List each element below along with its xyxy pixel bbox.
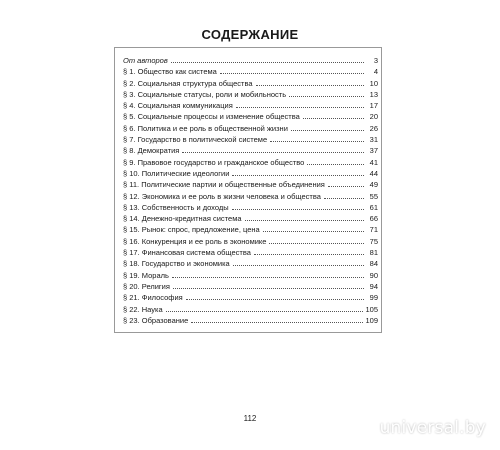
toc-entry [123,78,378,89]
toc-entry [123,281,378,292]
toc-entry-label: § 6. Политика и ее роль в общественной жизни [123,123,288,133]
toc-leader-dots [291,123,364,131]
toc-entry-label: § 8. Демократия [123,146,180,156]
toc-leader-dots [303,111,364,119]
toc-entry-label: § 7. Государство в политической системе [123,135,268,145]
toc-entry-page: 55 [369,191,378,201]
toc-entry-label: § 22. Наука [123,304,163,314]
toc-leader-dots [256,78,364,86]
toc-entry-label: § 20. Религия [123,281,170,291]
toc-entry-label: § 10. Политические идеологии [123,168,230,178]
toc-leader-dots [191,315,363,323]
toc-entry-page: 66 [369,214,378,224]
toc-entry-page: 10 [369,78,378,88]
toc-entry [123,315,378,326]
toc-entry-label: § 11. Политические партии и общественные объединения [123,180,325,190]
toc-entry-label: § 2. Социальная структура общества [123,78,253,88]
toc-leader-dots [171,55,364,63]
toc-leader-dots [328,179,364,187]
toc-entry-label: § 16. Конкуренция и ее роль в экономике [123,236,267,246]
toc-entry [123,191,378,202]
toc-entry-label: § 18. Государство и экономика [123,259,230,269]
toc-entry-page: 61 [369,202,378,212]
toc-leader-dots [307,157,364,165]
toc-entry-label: § 14. Денежно-кредитная система [123,214,242,224]
toc-entry-page: 17 [369,101,378,111]
toc-entry-page: 75 [369,236,378,246]
toc-entry [123,236,378,247]
toc-entry-label: § 9. Правовое государство и гражданское общество [123,157,305,167]
toc-entry-label: § 15. Рынок: спрос, предложение, цена [123,225,260,235]
table-of-contents [123,55,378,326]
toc-leader-dots [232,168,364,176]
toc-entry-page: 26 [369,123,378,133]
toc-entry [123,258,378,269]
toc-entry [123,145,378,156]
toc-entry-label: § 23. Образование [123,315,189,325]
toc-entry [123,55,378,66]
toc-entry-label: § 13. Собственность и доходы [123,202,229,212]
toc-leader-dots [269,236,364,244]
toc-entry-page: 71 [369,225,378,235]
toc-leader-dots [182,145,364,153]
toc-entry [123,292,378,303]
toc-entry-page: 44 [369,168,378,178]
toc-entry-label: § 12. Экономика и ее роль в жизни человека и общества [123,191,321,201]
toc-leader-dots [245,213,364,221]
toc-entry [123,100,378,111]
toc-entry-page: 84 [369,259,378,269]
toc-entry-page: 49 [369,180,378,190]
toc-entry-page: 20 [369,112,378,122]
toc-entry [123,179,378,190]
toc-entry-page: 94 [369,281,378,291]
toc-leader-dots [233,258,364,266]
toc-leader-dots [324,191,364,199]
toc-leader-dots [232,202,364,210]
toc-leader-dots [236,100,364,108]
toc-entry [123,168,378,179]
toc-entry [123,134,378,145]
toc-leader-dots [220,66,364,74]
toc-entry-label: От авторов [123,56,168,65]
toc-entry-page: 13 [369,89,378,99]
toc-leader-dots [254,247,364,255]
toc-entry [123,157,378,168]
toc-entry-page: 99 [369,293,378,303]
toc-entry-page: 105 [365,304,378,314]
page-title: СОДЕРЖАНИЕ [201,27,299,42]
toc-entry-page: 3 [373,56,378,65]
toc-entry [123,213,378,224]
toc-entry [123,270,378,281]
toc-entry [123,247,378,258]
toc-entry [123,111,378,122]
toc-entry-page: 41 [369,157,378,167]
toc-leader-dots [270,134,364,142]
toc-entry-page: 81 [369,248,378,258]
watermark-logo: universal.by [379,418,486,438]
toc-entry [123,304,378,315]
toc-leader-dots [173,281,364,289]
toc-entry-page: 90 [369,270,378,280]
toc-leader-dots [289,89,364,97]
toc-leader-dots [172,270,364,278]
toc-leader-dots [263,224,364,232]
toc-entry-label: § 4. Социальная коммуникация [123,101,233,111]
page-number: 112 [243,414,257,423]
toc-entry [123,202,378,213]
toc-entry-page: 4 [373,67,378,77]
toc-entry-label: § 21. Философия [123,293,183,303]
toc-entry-page: 109 [365,315,378,325]
toc-entry-label: § 3. Социальные статусы, роли и мобильность [123,89,287,99]
toc-leader-dots [186,292,364,300]
toc-entry-label: § 5. Социальные процессы и изменение общества [123,112,300,122]
toc-entry [123,224,378,235]
toc-leader-dots [166,304,364,312]
toc-entry-label: § 19. Мораль [123,270,169,280]
toc-entry-page: 37 [369,146,378,156]
toc-entry [123,123,378,134]
toc-entry [123,66,378,77]
toc-entry-label: § 1. Общество как система [123,67,217,77]
toc-entry-label: § 17. Финансовая система общества [123,248,251,258]
toc-entry-page: 31 [369,135,378,145]
toc-entry [123,89,378,100]
